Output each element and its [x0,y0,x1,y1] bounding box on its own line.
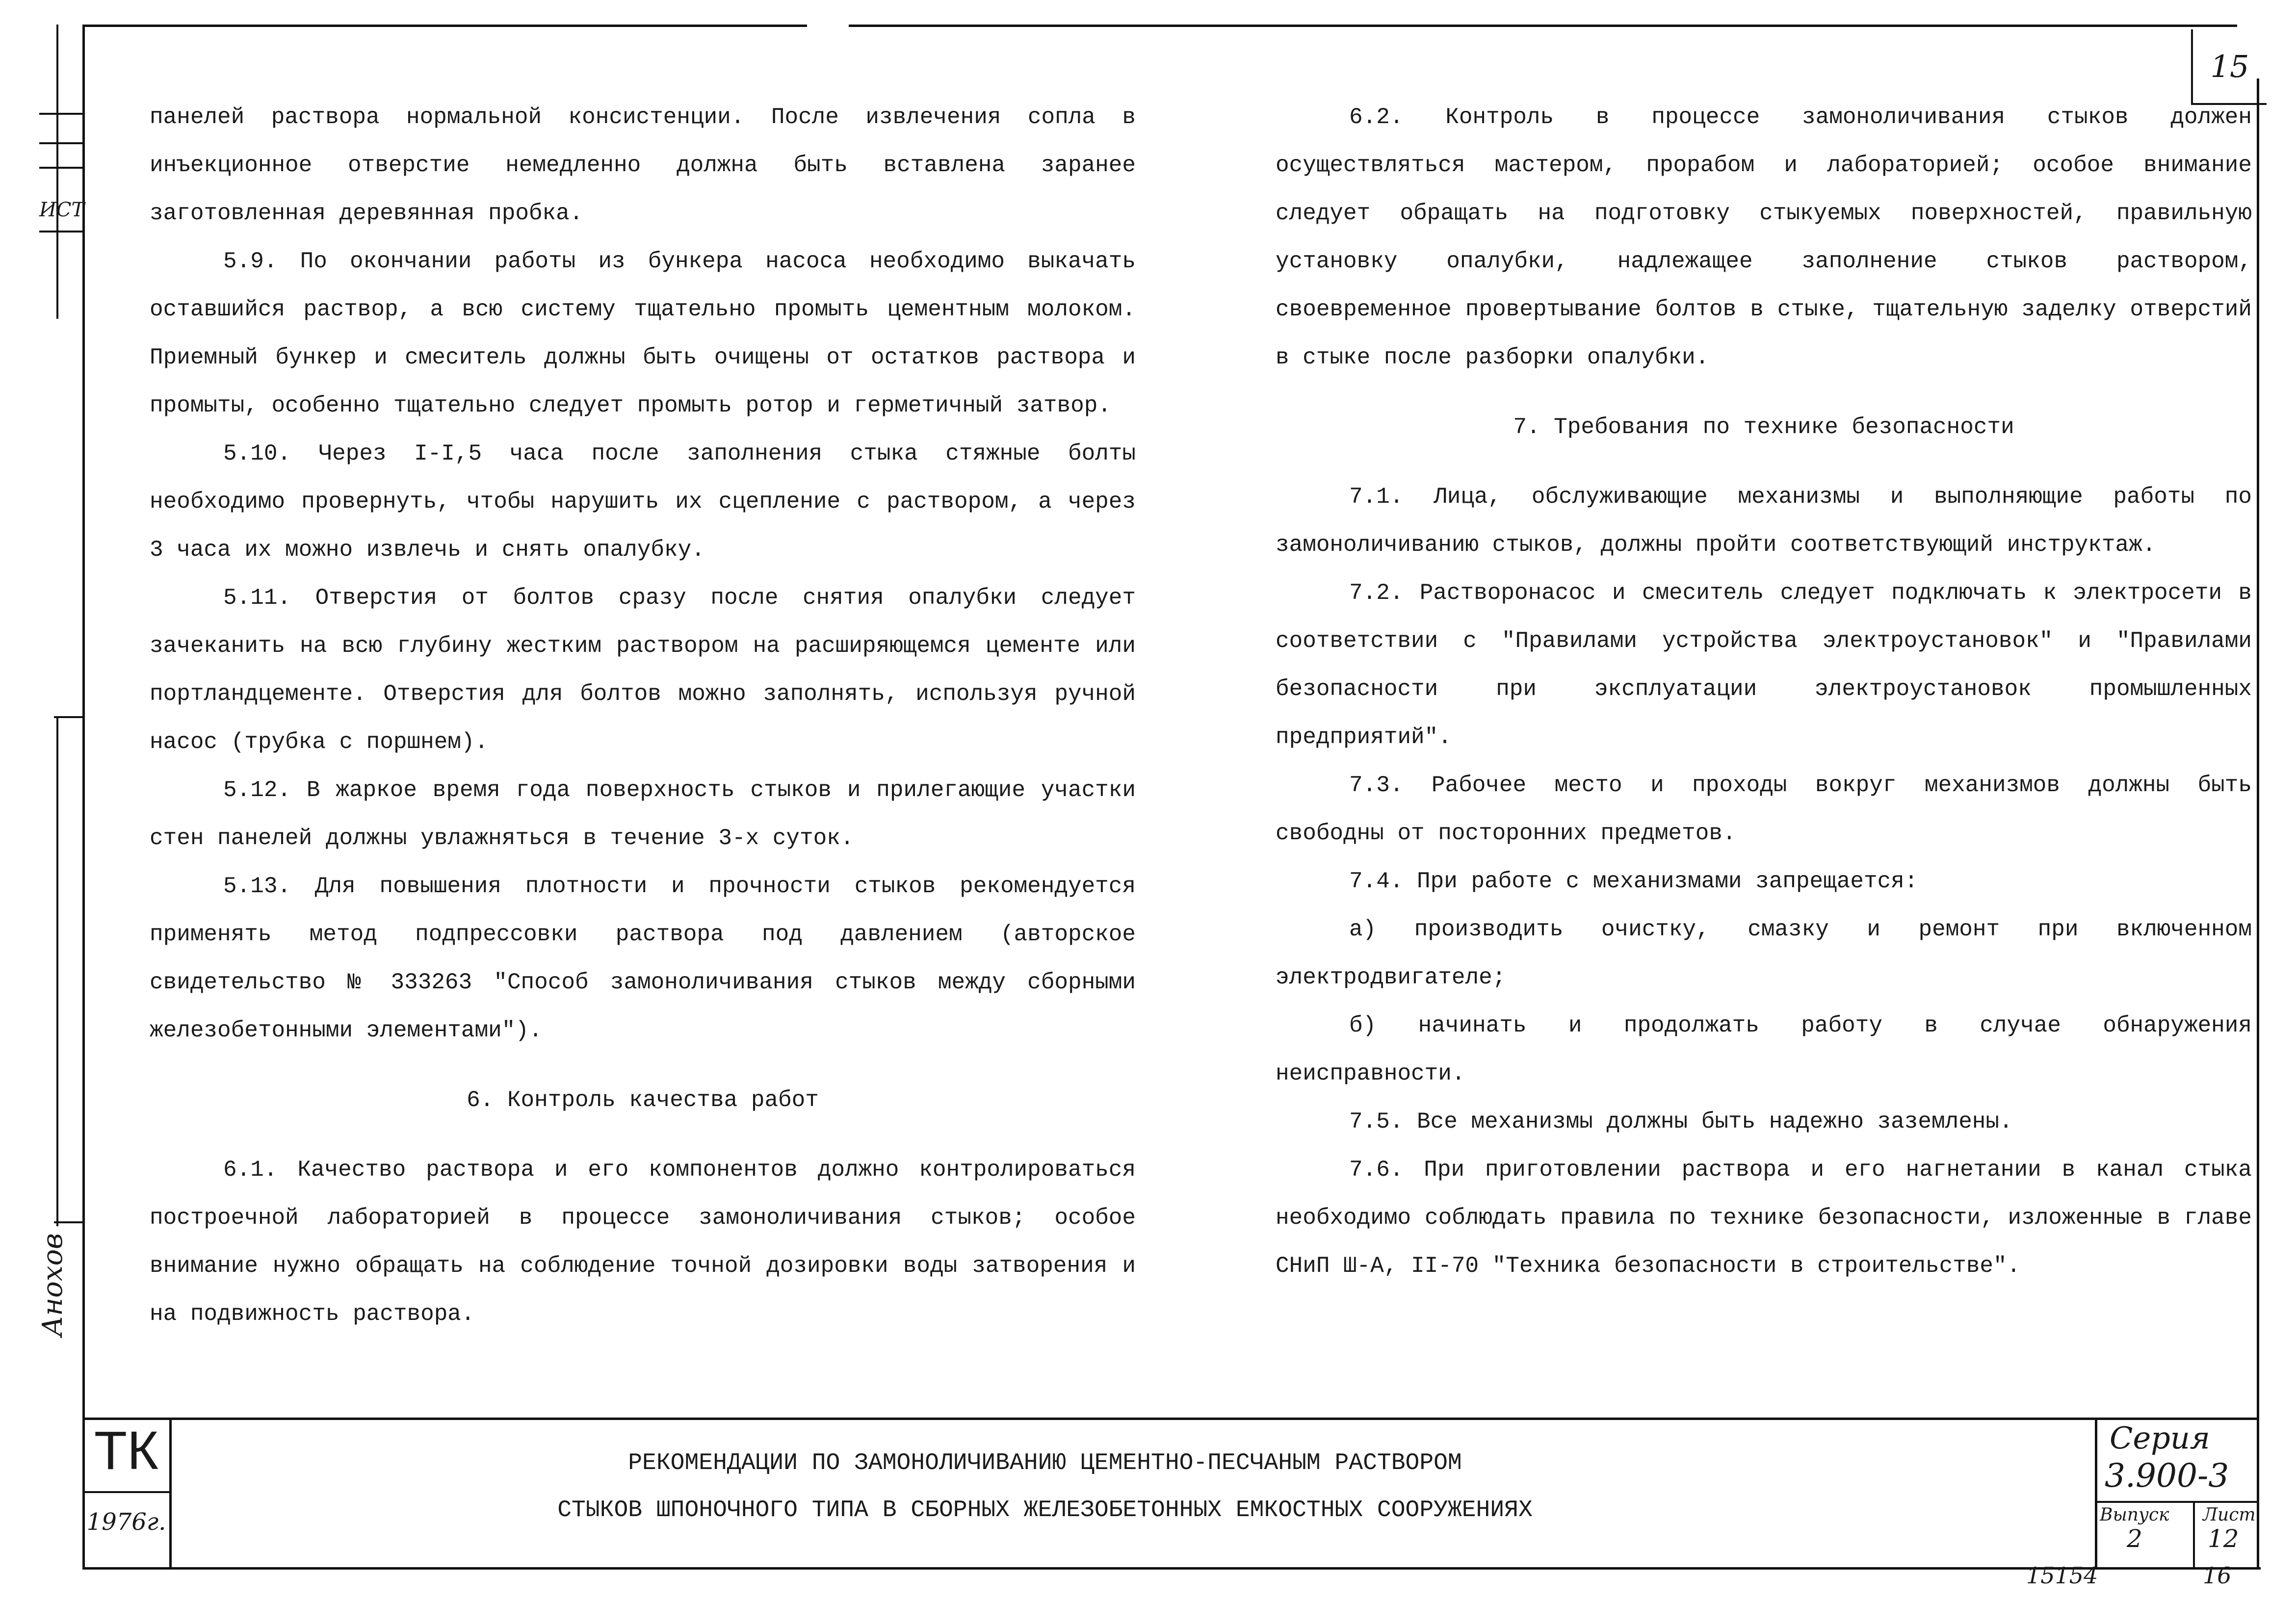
section-heading-7: 7. Требования по технике безопасности [1513,414,2014,440]
top-border-right [849,25,2237,27]
binding-tick-2 [39,142,83,144]
paragraph-7-2: 7.2. Растворонасос и смеситель следует подключать к электросети в соответствии с "Правилами устройства электроустановок" и "Правилами безопасности при эксплуатации электроустановок промышленных предприятий". [1276,580,2252,750]
section-heading-6: 6. Контроль качества работ [467,1087,819,1113]
right-column [1276,93,2252,1290]
paragraph-5-9: 5.9. По окончании работы из бункера насоса необходимо выкачать оставшийся раствор, а всю систему тщательно промыть цементным молоком. Приемный бункер и смеситель должны быть очищены от остатков раствора и промыты, особенно тщательно следует промыть ротор и герметичный затвор. [150,249,1136,418]
issue-value: 2 [2127,1524,2142,1553]
binding-tick-3 [39,167,83,169]
paragraph-7-4-a: а) производить очистку, смазку и ремонт при включенном электродвигателе; [1276,917,2252,990]
top-border-left [83,25,807,27]
footer-inventory-number: 15154 [2026,1562,2098,1589]
binding-tick-4 [39,231,83,232]
paragraph-6-1: 6.1. Качество раствора и его компонентов должно контролироваться построечной лабораторией в процессе замоноличивания стыков; особое внимание нужно обращать на соблюдение точной дозировки воды затворения и на подвижность раствора. [150,1157,1136,1327]
paragraph-7-6: 7.6. При приготовлении раствора и его нагнетании в канал стыка необходимо соблюдать правила по технике безопасности, изложенные в главе СНиП Ш-А, II-70 "Техника безопасности в строительстве". [1276,1157,2252,1279]
stamp-title-line-1: РЕКОМЕНДАЦИИ ПО ЗАМОНОЛИЧИВАНИЮ ЦЕМЕНТНО-ПЕСЧАНЫМ РАСТВОРОМ [628,1450,1462,1476]
series-label: Серия [2110,1420,2210,1456]
paragraph-5-13: 5.13. Для повышения плотности и прочности стыков рекомендуется применять метод подпрессовки раствора под давлением (авторское свидетельство № 333263 "Способ замоноличивания стыков между сборными железобетонными элементами"). [150,874,1136,1043]
paragraph-6-2: 6.2. Контроль в процессе замоноличивания стыков должен осуществляться мастером, прорабом и лабораторией; особое внимание следует обращать на подготовку стыкуемых поверхностей, правильную установку опалубки, надлежащее заполнение стыков раствором, своевременное провертывание болтов в стыке, тщательную заделку отверстий в стыке после разборки опалубки. [1276,104,2252,370]
stamp-series-divider [2095,1418,2097,1570]
stamp-top-line [82,1418,2259,1420]
sheet-label: Лист [2203,1505,2256,1525]
stamp-title-line-2: СТЫКОВ ШПОНОЧНОГО ТИПА В СБОРНЫХ ЖЕЛЕЗОБЕТОННЫХ ЕМКОСТНЫХ СООРУЖЕНИЯХ [557,1497,1533,1523]
right-border [2257,78,2259,1570]
paragraph-7-4-b: б) начинать и продолжать работу в случае обнаружения неисправности. [1276,1013,2252,1086]
paragraph-5-12: 5.12. В жаркое время года поверхность стыков и прилегающие участки стен панелей должны увлажняться в течение 3-х суток. [150,777,1136,851]
bottom-border [82,1567,2261,1570]
stamp-series-hline [2095,1501,2259,1503]
paragraph: панелей раствора нормальной консистенции. После извлечения сопла в инъекционное отверстие немедленно должна быть вставлена заранее заготовленная деревянная пробка. [150,104,1136,226]
page-corner-number: 15 [2191,29,2267,105]
footer-page-number: 16 [2203,1562,2232,1589]
paragraph-7-1: 7.1. Лица, обслуживающие механизмы и выполняющие работы по замоноличиванию стыков, должны пройти соответствующий инструктаж. [1276,484,2252,558]
paragraph-7-4: 7.4. При работе с механизмами запрещается: [1349,869,1918,894]
series-value: 3.900-3 [2105,1457,2229,1495]
margin-tag: ИСТ [39,199,85,221]
binding-strip-line [56,25,58,319]
stamp-year: 1976г. [86,1508,166,1536]
paragraph-5-10: 5.10. Через I-I,5 часа после заполнения стыка стяжные болты необходимо провернуть, чтобы нарушить их сцепление с раствором, а через 3 часа их можно извлечь и снять опалубку. [150,441,1136,563]
stamp-issue-divider [2193,1501,2195,1570]
binding-tick-1 [39,113,83,115]
sheet-value: 12 [2208,1524,2239,1553]
binding-tick-6 [54,1221,83,1223]
stamp-code: ТК [94,1420,159,1481]
stamp-code-hline [82,1491,171,1493]
paragraph-5-11: 5.11. Отверстия от болтов сразу после снятия опалубки следует зачеканить на всю глубину жестким раствором на расширяющемся цементе или портландцементе. Отверстия для болтов можно заполнять, используя ручной насос (трубка с поршнем). [150,585,1136,755]
left-border [82,25,85,1570]
left-column [150,93,1136,1338]
margin-signature: Анохов [37,1233,69,1337]
paragraph-7-5: 7.5. Все механизмы должны быть надежно заземлены. [1349,1109,2013,1135]
issue-label: Выпуск [2100,1505,2169,1525]
binding-strip-line-lower [56,716,58,1226]
stamp-title [172,1440,1918,1534]
paragraph-7-3: 7.3. Рабочее место и проходы вокруг механизмов должны быть свободны от посторонних предметов. [1276,773,2252,846]
binding-tick-5 [54,716,83,718]
